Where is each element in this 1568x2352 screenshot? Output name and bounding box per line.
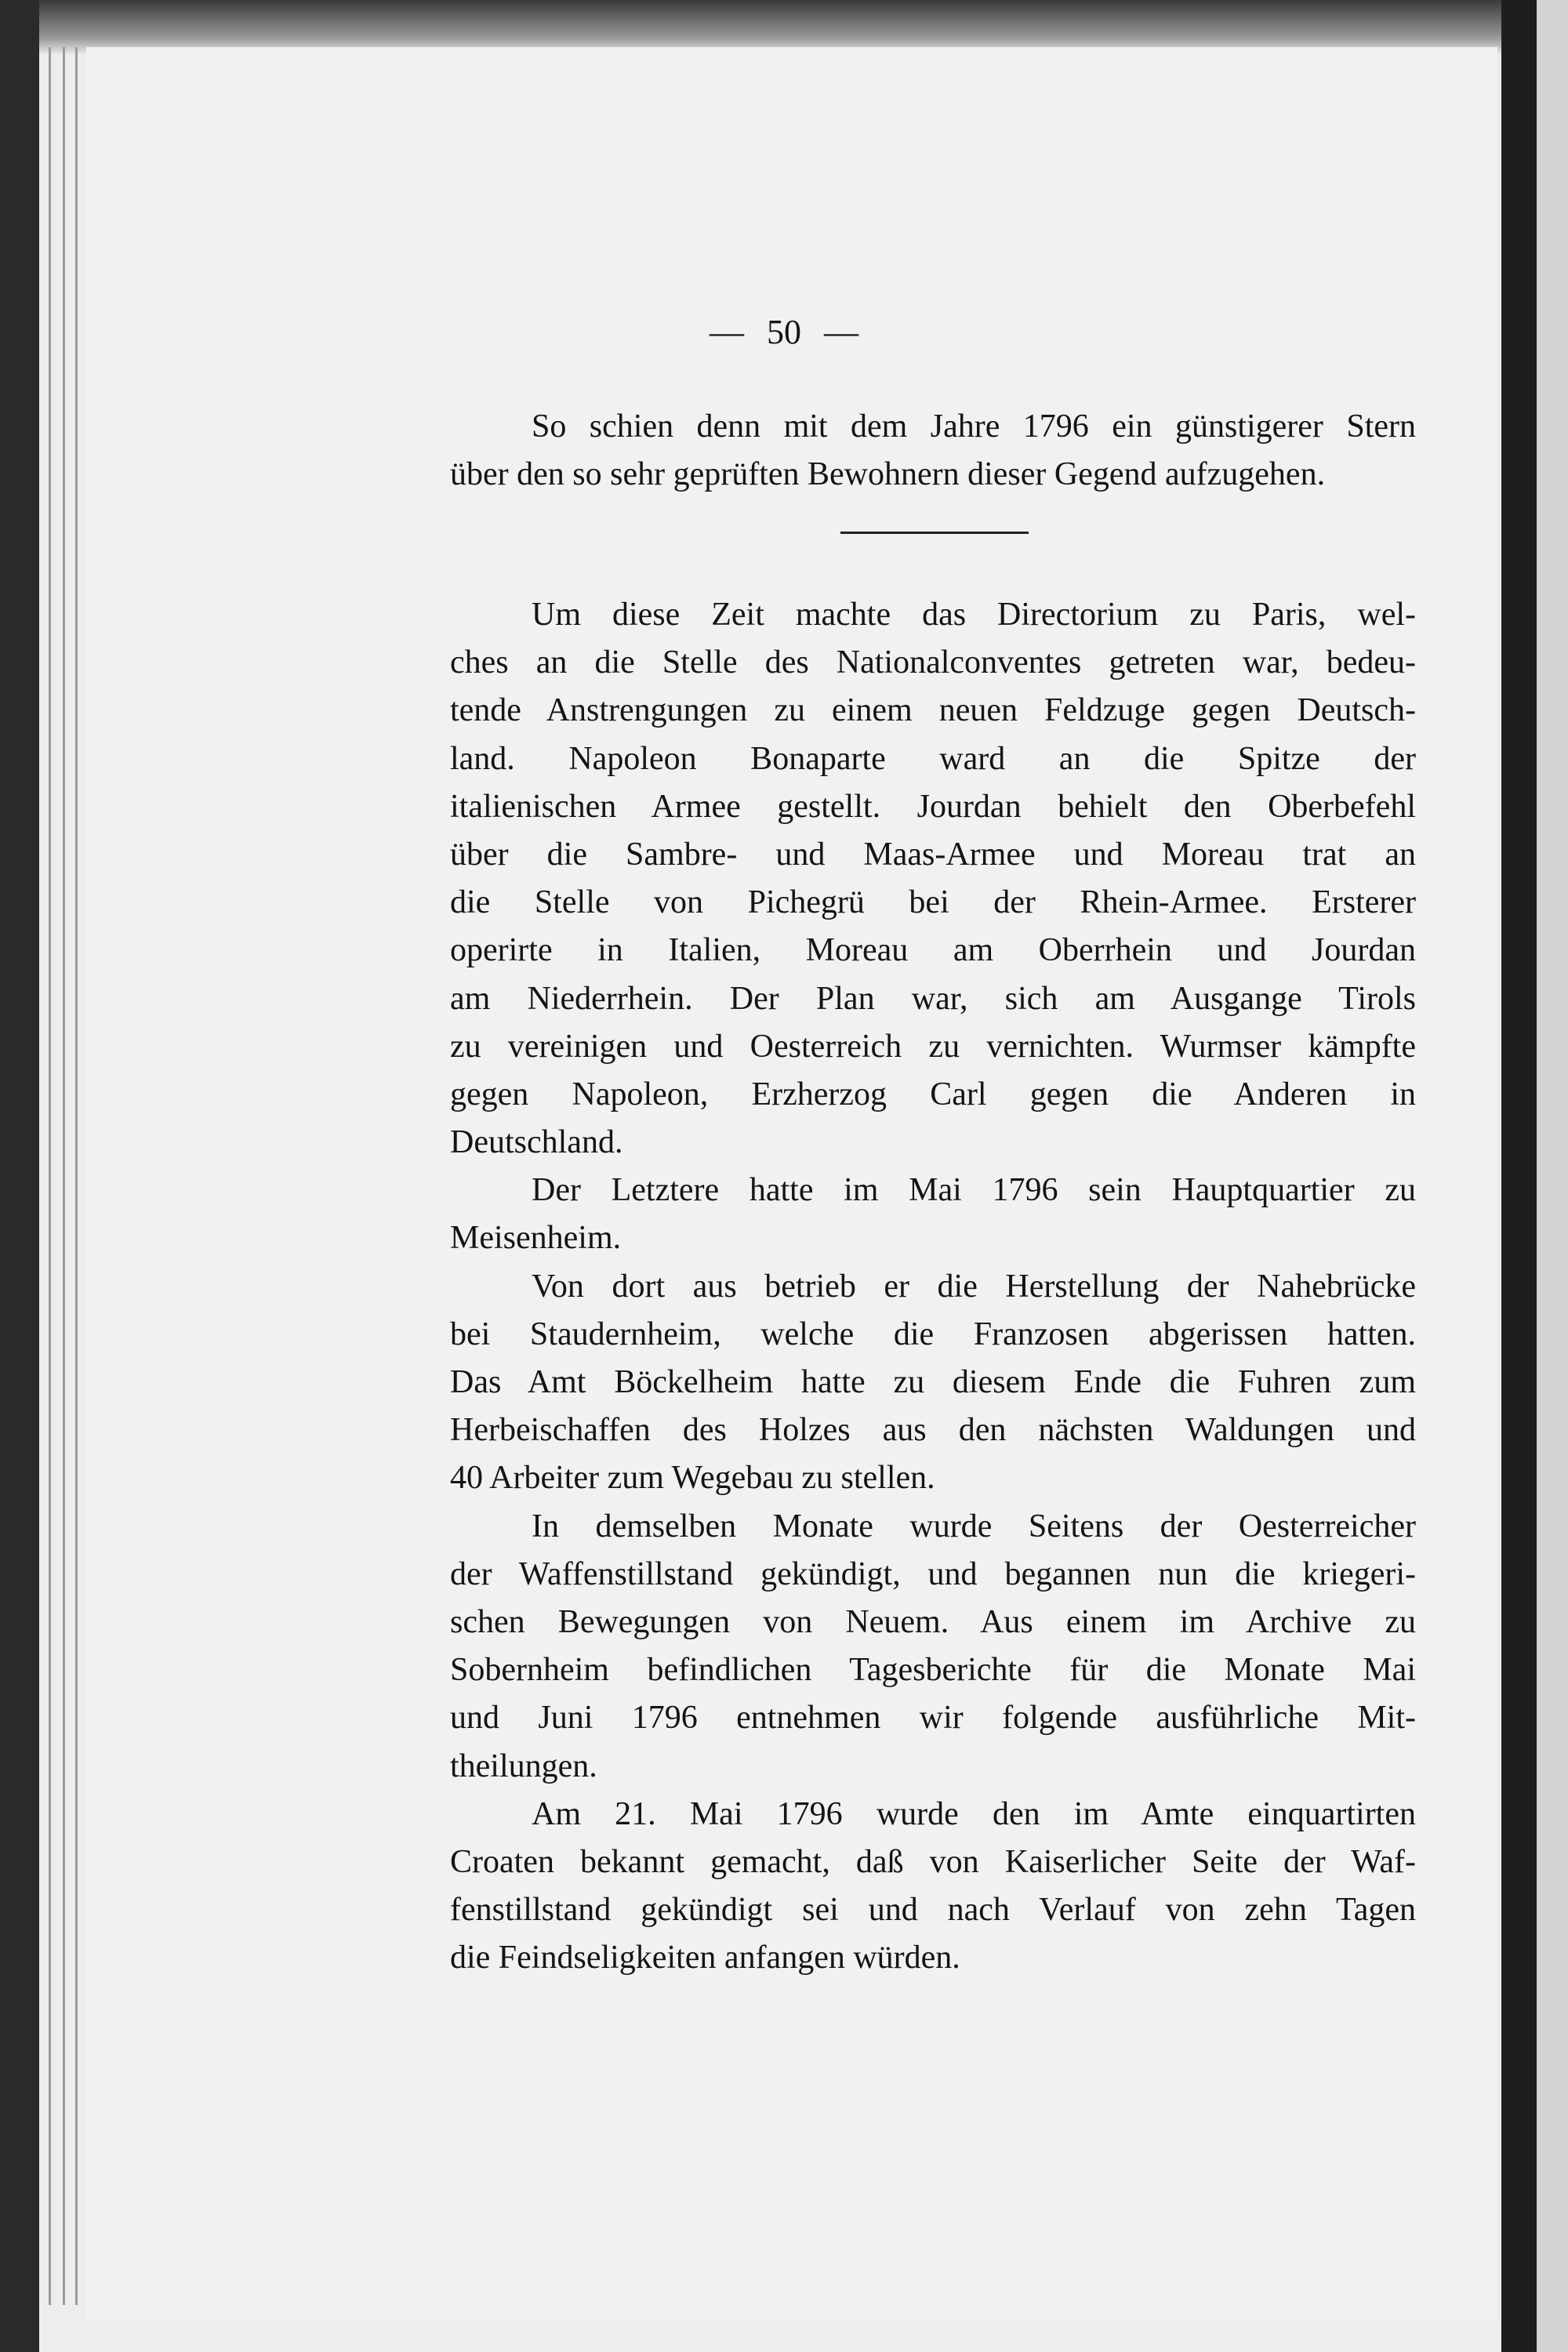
text-line: operirte in Italien, Moreau am Oberrhein und Jourdan — [450, 932, 1416, 969]
text-line: theilungen. — [450, 1748, 597, 1784]
text-line: Der Letztere hatte im Mai 1796 sein Hauptquartier zu — [532, 1172, 1416, 1209]
scan-border-left — [0, 0, 39, 2352]
text-line: Croaten bekannt gemacht, daß von Kaiserlicher Seite der Waf- — [450, 1843, 1416, 1880]
text-line: Das Amt Böckelheim hatte zu diesem Ende die Fuhren zum — [450, 1364, 1416, 1400]
paragraph — [450, 1167, 1416, 1262]
text-line: bei Staudernheim, welche die Franzosen abgerissen hatten. — [450, 1316, 1416, 1352]
text-line: tende Anstrengungen zu einem neuen Feldzuge gegen Deutsch- — [450, 692, 1416, 729]
page-number: — 50 — — [710, 313, 858, 351]
text-line: Am 21. Mai 1796 wurde den im Amte einquartirten — [532, 1795, 1416, 1832]
page-edge — [49, 47, 51, 2305]
scan-border-right — [1501, 0, 1537, 2352]
intro-paragraph — [450, 403, 1416, 499]
paragraph — [450, 591, 1416, 1167]
text-line: über den so sehr geprüften Bewohnern dieser Gegend aufzugehen. — [450, 456, 1326, 493]
text-line: am Niederrhein. Der Plan war, sich am Ausgange Tirols — [450, 980, 1416, 1017]
page-edge — [75, 47, 78, 2305]
text-line: land. Napoleon Bonaparte ward an die Spitze der — [450, 740, 1416, 777]
text-line: italienischen Armee gestellt. Jourdan behielt den Oberbefehl — [450, 788, 1416, 825]
text-line: Deutschland. — [450, 1124, 623, 1161]
text-line: Herbeischaffen des Holzes aus den nächsten Waldungen und — [450, 1412, 1416, 1449]
scan-background-right — [1537, 0, 1568, 2352]
text-line: Meisenheim. — [450, 1220, 622, 1257]
text-line: über die Sambre- und Maas-Armee und Moreau trat an — [450, 836, 1416, 873]
text-line: Sobernheim befindlichen Tagesberichte für die Monate Mai — [450, 1652, 1416, 1689]
text-line: 40 Arbeiter zum Wegebau zu stellen. — [450, 1460, 935, 1497]
text-line: ches an die Stelle des Nationalconventes getreten war, bedeu- — [450, 644, 1416, 681]
text-line: die Stelle von Pichegrü bei der Rhein-Armee. Ersterer — [450, 884, 1416, 921]
text-line: der Waffenstillstand gekündigt, und begannen nun die kriegeri- — [450, 1555, 1416, 1592]
page-edge — [63, 47, 65, 2305]
body-text — [450, 591, 1416, 1982]
paragraph — [450, 1791, 1416, 1983]
text-line: So schien denn mit dem Jahre 1796 ein günstigerer Stern — [532, 408, 1416, 445]
paragraph — [450, 1503, 1416, 1791]
text-line: gegen Napoleon, Erzherzog Carl gegen die Anderen in — [450, 1076, 1416, 1112]
text-line: In demselben Monate wurde Seitens der Oesterreicher — [532, 1508, 1416, 1544]
section-divider — [840, 532, 1029, 534]
text-line: die Feindseligkeiten anfangen würden. — [450, 1940, 960, 1976]
text-line: schen Bewegungen von Neuem. Aus einem im Archive zu — [450, 1603, 1416, 1640]
text-line: zu vereinigen und Oesterreich zu vernichten. Wurmser kämpfte — [450, 1028, 1416, 1065]
text-line: Von dort aus betrieb er die Herstellung der Nahebrücke — [532, 1268, 1416, 1305]
paragraph — [450, 1263, 1416, 1503]
text-line: Um diese Zeit machte das Directorium zu Paris, wel- — [532, 597, 1416, 633]
text-line: fenstillstand gekündigt sei und nach Verlauf von zehn Tagen — [450, 1892, 1416, 1929]
text-line: und Juni 1796 entnehmen wir folgende ausführliche Mit- — [450, 1700, 1416, 1737]
